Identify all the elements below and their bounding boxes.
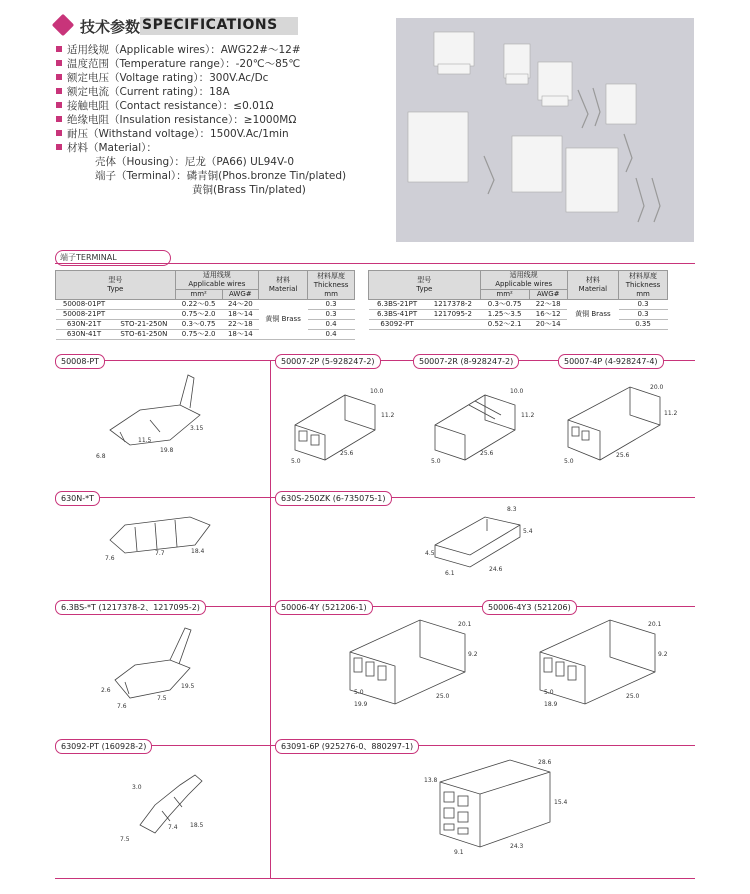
dim-label: 9.1 xyxy=(454,849,464,856)
th-awg: AWG# xyxy=(222,290,258,300)
bullet-icon xyxy=(56,60,62,66)
panel-label-50006-4y: 50006-4Y (521206-1) xyxy=(275,600,373,615)
product-photo xyxy=(396,18,694,242)
panel-label-50008-pt: 50008-PT xyxy=(55,354,105,369)
table-row: 6.3BS-21PT 1217378-2 0.3～0.75 22～18 黄铜 Brass 0.3 xyxy=(369,300,668,310)
dim-label: 7.7 xyxy=(155,550,165,557)
spec-item: 额定电压（Voltage rating）：300V.Ac/Dc xyxy=(56,70,268,85)
dim-label: 7.5 xyxy=(120,836,130,843)
dim-label: 5.0 xyxy=(354,689,364,696)
table-row: 50008-21PT 0.75～2.0 18～14 0.3 xyxy=(56,310,355,320)
dim-label: 9.2 xyxy=(468,651,478,658)
dim-label: 18.4 xyxy=(191,548,205,555)
dim-label: 25.6 xyxy=(340,450,354,457)
drawing-50007-2r xyxy=(425,375,535,470)
table-row: 50008-01PT 0.22～0.5 24～20 黄铜 Brass 0.3 xyxy=(56,300,355,310)
th-type: 型号 Type xyxy=(56,271,176,300)
th-type: 型号 Type xyxy=(369,271,481,300)
bullet-icon xyxy=(56,144,62,150)
dim-label: 10.0 xyxy=(370,388,384,395)
dim-label: 18.9 xyxy=(544,701,558,708)
dim-label: 11.2 xyxy=(381,412,395,419)
drawing-50006-4y xyxy=(340,612,490,712)
dim-label: 6.8 xyxy=(96,453,106,460)
dim-label: 5.4 xyxy=(523,528,533,535)
dim-label: 25.0 xyxy=(436,693,450,700)
dim-label: 20.0 xyxy=(650,384,664,391)
table-row: 630N-41T STO-61-250N 0.75～2.0 18～14 0.4 xyxy=(56,330,355,340)
bullet-icon xyxy=(56,130,62,136)
drawing-63092 xyxy=(110,755,220,855)
panel-label-50007-4p: 50007-4P (4-928247-4) xyxy=(558,354,664,369)
terminal-section-label: 端子TERMINAL xyxy=(55,250,171,266)
dim-label: 3.15 xyxy=(190,425,204,432)
th-mm2: mm² xyxy=(480,290,529,300)
spec-item: 端子（Terminal）：磷青铜(Phos.bronze Tin/plated) xyxy=(95,170,347,182)
header-title-cn: 技术参数 xyxy=(80,18,141,36)
bullet-icon xyxy=(56,88,62,94)
spec-item: 绝缘电阻（Insulation resistance）：≥1000MΩ xyxy=(56,112,296,127)
dim-label: 19.9 xyxy=(354,701,368,708)
dim-label: 7.5 xyxy=(157,695,167,702)
dim-label: 19.5 xyxy=(181,683,195,690)
dim-label: 25.6 xyxy=(480,450,494,457)
th-mm2: mm² xyxy=(175,290,222,300)
dim-label: 11.2 xyxy=(664,410,678,417)
dim-label: 2.6 xyxy=(101,687,111,694)
dim-label: 5.0 xyxy=(544,689,554,696)
bullet-icon xyxy=(56,102,62,108)
dim-label: 8.3 xyxy=(507,506,517,513)
spec-item: 温度范围（Temperature range）：-20℃～85℃ xyxy=(56,56,300,71)
spec-item: 额定电流（Current rating）：18A xyxy=(56,84,230,99)
panel-label-630s: 630S-250ZK (6-735075-1) xyxy=(275,491,392,506)
bullet-icon xyxy=(56,116,62,122)
panel-label-50007-2p: 50007-2P (5-928247-2) xyxy=(275,354,381,369)
dim-label: 11.2 xyxy=(521,412,535,419)
dim-label: 5.0 xyxy=(564,458,574,465)
dim-label: 7.4 xyxy=(168,824,178,831)
dim-label: 20.1 xyxy=(648,621,662,628)
th-wires: 适用线规 Applicable wires xyxy=(175,271,258,290)
spec-item: 适用线规（Applicable wires）：AWG22#～12# xyxy=(56,42,301,57)
dim-label: 24.3 xyxy=(510,843,524,850)
spec-item: 黄铜(Brass Tin/plated) xyxy=(192,184,306,196)
drawing-50007-4p xyxy=(560,375,680,470)
table-row: 63092-PT 0.52～2.1 20～14 0.35 xyxy=(369,320,668,330)
th-material: 材料 Material xyxy=(567,271,618,300)
dim-label: 28.6 xyxy=(538,759,552,766)
th-material: 材料 Material xyxy=(259,271,308,300)
dim-label: 24.6 xyxy=(489,566,503,573)
panel-divider xyxy=(55,878,695,879)
bullet-icon xyxy=(56,46,62,52)
spec-item: 壳体（Housing）：尼龙（PA66) UL94V-0 xyxy=(95,156,295,168)
table-row: 6.3BS-41PT 1217095-2 1.25～3.5 16～12 0.3 xyxy=(369,310,668,320)
dim-label: 7.6 xyxy=(117,703,127,710)
bullet-icon xyxy=(56,74,62,80)
drawing-50006-4y3 xyxy=(530,612,680,712)
drawing-50008-pt xyxy=(90,370,220,470)
dim-label: 4.5 xyxy=(425,550,435,557)
dim-label: 6.1 xyxy=(445,570,455,577)
dim-label: 10.0 xyxy=(510,388,524,395)
dim-label: 18.5 xyxy=(190,822,204,829)
dim-label: 7.6 xyxy=(105,555,115,562)
drawing-50007-2p xyxy=(285,375,395,470)
spec-item: 材料（Material）： xyxy=(56,140,157,155)
terminal-table-left xyxy=(55,270,355,340)
dim-label: 3.0 xyxy=(132,784,142,791)
panel-label-50007-2r: 50007-2R (8-928247-2) xyxy=(413,354,519,369)
spec-item: 接触电阻（Contact resistance）：≤0.01Ω xyxy=(56,98,273,113)
dim-label: 13.8 xyxy=(424,777,438,784)
dim-label: 5.0 xyxy=(291,458,301,465)
th-awg: AWG# xyxy=(529,290,567,300)
drawing-630n xyxy=(95,505,225,575)
panel-label-6-3bs: 6.3BS-*T (1217378-2、1217095-2) xyxy=(55,600,206,615)
dim-label: 5.0 xyxy=(431,458,441,465)
drawing-630s xyxy=(425,505,535,585)
dim-label: 25.0 xyxy=(626,693,640,700)
section-divider xyxy=(55,263,695,264)
panel-label-630n: 630N-*T xyxy=(55,491,100,506)
dim-label: 25.6 xyxy=(616,452,630,459)
terminal-table-right xyxy=(368,270,668,330)
panel-label-63092: 63092-PT (160928-2) xyxy=(55,739,152,754)
header-title-en: SPECIFICATIONS xyxy=(140,17,298,35)
header-diamond-icon xyxy=(52,14,75,37)
th-thickness: 材料厚度 Thickness mm xyxy=(619,271,668,300)
panel-vdivider xyxy=(270,360,271,878)
dim-label: 20.1 xyxy=(458,621,472,628)
panel-label-63091: 63091-6P (925276-0、880297-1) xyxy=(275,739,419,754)
dim-label: 15.4 xyxy=(554,799,568,806)
drawing-6-3bs xyxy=(95,620,215,715)
spec-item: 耐压（Withstand voltage）：1500V.Ac/1min xyxy=(56,126,289,141)
panel-label-50006-4y3: 50006-4Y3 (521206) xyxy=(482,600,577,615)
th-wires: 适用线规 Applicable wires xyxy=(480,271,567,290)
dim-label: 11.5 xyxy=(138,437,152,444)
dim-label: 9.2 xyxy=(658,651,668,658)
table-row: 630N-21T STO-21-250N 0.3～0.75 22～18 0.4 xyxy=(56,320,355,330)
th-thickness: 材料厚度 Thickness mm xyxy=(308,271,355,300)
dim-label: 19.8 xyxy=(160,447,174,454)
drawing-63091-6p xyxy=(420,752,570,867)
